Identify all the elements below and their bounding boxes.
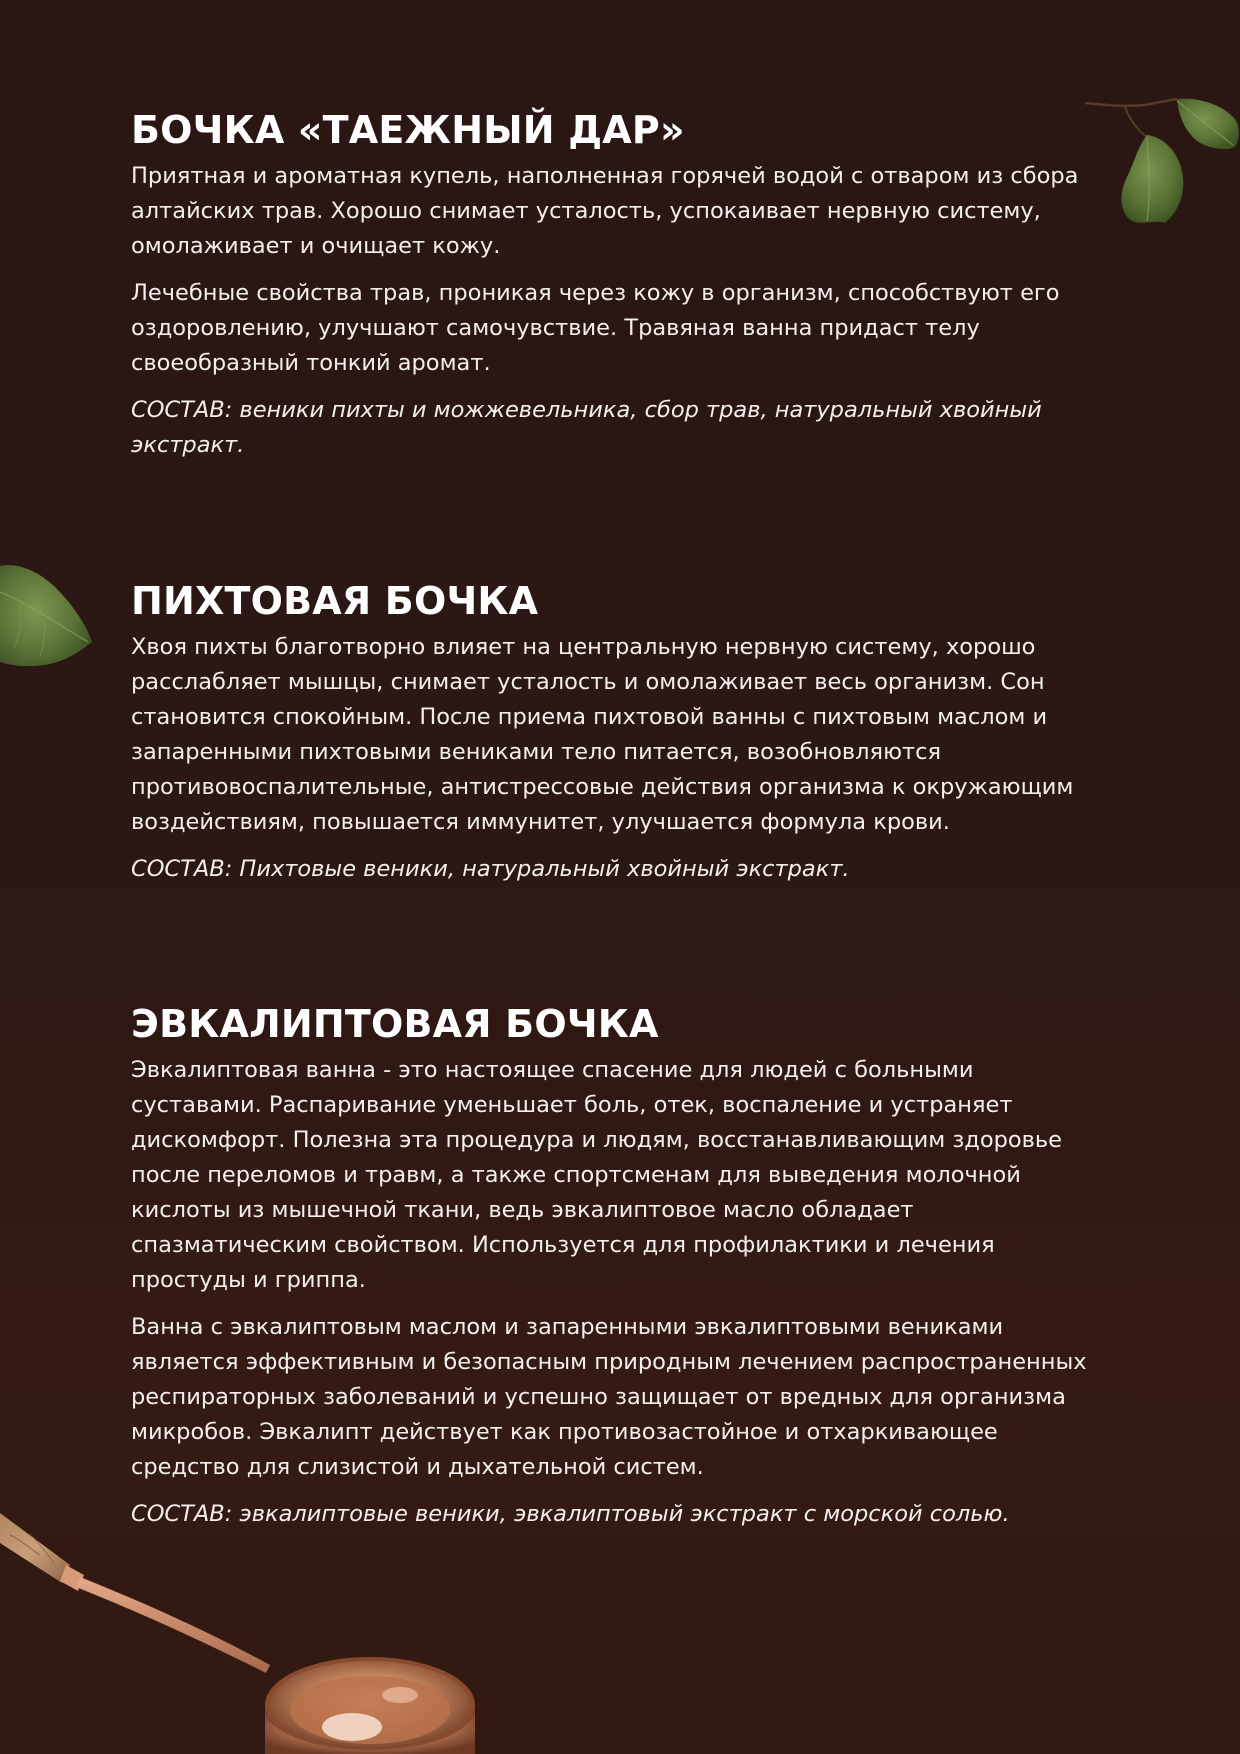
section-composition: СОСТАВ: Пихтовые веники, натуральный хвойный экстракт. [131,856,850,882]
section-paragraph: Хвоя пихты благотворно влияет на центральную нервную систему, хорошо расслабляет мышцы, снимает усталость и омолаживает весь организм. Сон становится спокойным. После приема пихтовой ванны с пихтовым маслом и запаренными пихтовыми вениками тело питается, возобновляются противовоспалительные, антистрессовые действия организма к окружающим воздействиям, повышается иммунитет, улучшается формула крови. [131,634,1074,835]
section-taezhny-dar [131,107,1111,463]
section-title: ЭВКАЛИПТОВАЯ БОЧКА [131,1002,659,1046]
section-composition: СОСТАВ: эвкалиптовые веники, эвкалиптовый экстракт с морской солью. [131,1501,1010,1527]
section-pikhtovaya [131,578,1111,887]
section-title: БОЧКА «ТАЕЖНЫЙ ДАР» [131,108,685,152]
section-paragraph: Лечебные свойства трав, проникая через кожу в организм, способствуют его оздоровлению, улучшают самочувствие. Травяная ванна придаст телу своеобразный тонкий аромат. [131,280,1060,376]
section-composition: СОСТАВ: веники пихты и можжевельника, сбор трав, натуральный хвойный экстракт. [131,397,1042,458]
section-title: ПИХТОВАЯ БОЧКА [131,579,539,623]
leaf-icon [1121,135,1183,223]
copper-ladle [0,1505,480,1754]
section-paragraph: Приятная и ароматная купель, наполненная горячей водой с отваром из сбора алтайских трав. Хорошо снимает усталость, успокаивает нервную систему, омолаживает и очищает кожу. [131,163,1079,259]
section-paragraph: Ванна с эвкалиптовым маслом и запаренными эвкалиптовыми вениками является эффективным и безопасным природным лечением распространенных респираторных заболеваний и успешно защищает от вредных для организма микробов. Эвкалипт действует как противозастойное и отхаркивающее средство для слизистой и дыхательной систем. [131,1314,1087,1480]
section-evkaliptovaya [131,1001,1111,1532]
section-paragraph: Эвкалиптовая ванна - это настоящее спасение для людей с больными суставами. Распаривание уменьшает боль, отек, воспаление и устраняет дискомфорт. Полезна эта процедура и людям, восстанавливающим здоровье после переломов и травм, а также спортсменам для выведения молочной кислоты из мышечной ткани, ведь эвкалиптовое масло обладает спазматическим свойством. Используется для профилактики и лечения простуды и гриппа. [131,1057,1063,1293]
birch-leaf-left [0,562,95,672]
leaf-icon [1177,99,1239,149]
